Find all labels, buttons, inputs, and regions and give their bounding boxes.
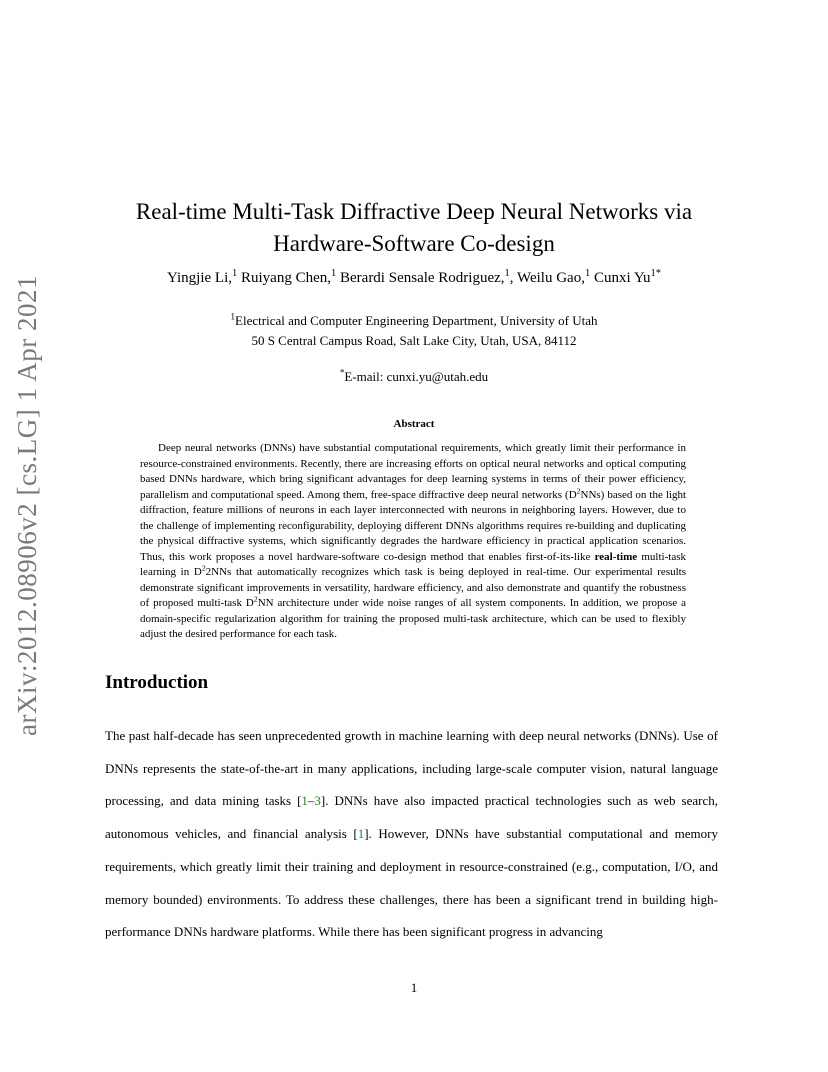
body-text: The past half-decade has seen unprecedented growth in machine learning with deep neural networks (DNNs). Use of DNNs represents the state-of-the-art in many applications, including large-scale computer vision, natural language processing, and data mining tasks [ <box>105 728 718 809</box>
section-heading-introduction: Introduction <box>105 672 209 693</box>
email-text: E-mail: cunxi.yu@utah.edu <box>344 369 489 384</box>
abstract-emphasis: real-time <box>594 550 638 563</box>
citation-link[interactable]: 3 <box>314 793 321 809</box>
citation-link[interactable]: 1 <box>357 826 365 842</box>
author-affiliation-mark: 1 <box>232 268 238 279</box>
author-affiliation-mark: 1 <box>331 268 337 279</box>
affiliation-line-1 <box>100 311 728 331</box>
citation-link[interactable]: 1 <box>301 793 308 809</box>
superscript: 2 <box>253 594 258 604</box>
affiliation <box>100 311 728 351</box>
body-text: – <box>307 793 315 809</box>
abstract-body <box>140 441 686 643</box>
author-affiliation-mark: 1 <box>584 268 591 279</box>
contact-email <box>100 369 728 385</box>
superscript: 2 <box>201 563 206 573</box>
abstract-text: NN architecture under wide noise ranges of all system components. In addition, we propose a domain-specific regularization algorithm for training the proposed multi-task architecture, which can be used to flexibly adjust the desired performance for each task. <box>140 597 686 640</box>
author-name: , Weilu Gao, <box>509 270 585 286</box>
paper-title <box>100 196 728 260</box>
author-name: Yingjie Li, <box>167 270 232 286</box>
affiliation-mark: 1 <box>230 311 236 322</box>
abstract-text: NNs) based on the light diffraction, feature millions of neurons in each layer interconnected with neurons in neighboring layers. However, due to the challenge of implementing reconfigurability, deploying different DNNs algorithms requires re-building and duplicating the physical diffractive systems, which significantly degrades the hardware efficiency in practical application scenarios. Thus, this work proposes a novel hardware-software co-design method that enables first-of-its-like <box>140 488 687 563</box>
abstract-text: multi-task learning in D <box>140 550 686 578</box>
author-affiliation-mark: 1 <box>504 268 510 279</box>
abstract-text: 2NNs that automatically recognizes which task is being deployed in real-time. Our experimental results demonstrate significant improvements in versatility, hardware efficiency, and also demonstrate and quantify the robustness of proposed multi-task D <box>140 566 686 609</box>
superscript: 2 <box>576 485 581 495</box>
abstract-heading: Abstract <box>393 418 435 430</box>
body-text: ]. However, DNNs have substantial computational and memory requirements, which greatly limit their training and deployment in resource-constrained (e.g., computation, I/O, and memory bounded) environments. To address these challenges, there has been a significant trend in building high-performance DNNs hardware platforms. While there has been significant progress in advancing <box>105 826 718 940</box>
email-mark: * <box>339 367 345 378</box>
abstract-text: Deep neural networks (DNNs) have substantial computational requirements, which greatly limit their performance in resource-constrained environments. Recently, there are increasing efforts on optical neural networks and optical computing based DNNs hardware, which bring significant advantages for deep learning systems in terms of their power efficiency, parallelism and computational speed. Among them, free-space diffractive deep neural networks (D <box>140 442 686 501</box>
introduction-body <box>105 720 718 949</box>
author-affiliation-mark: 1* <box>650 268 661 279</box>
affiliation-department: Electrical and Computer Engineering Department, University of Utah <box>235 313 598 328</box>
body-text: ]. DNNs have also impacted practical technologies such as web search, autonomous vehicles, and financial analysis [ <box>105 793 718 842</box>
affiliation-line-2: 50 S Central Campus Road, Salt Lake City, Utah, USA, 84112 <box>251 333 577 348</box>
author-name: Ruiyang Chen, <box>241 270 331 286</box>
title-line-1: Real-time Multi-Task Diffractive Deep Neural Networks via <box>135 199 693 224</box>
author-list <box>100 270 728 287</box>
author-name: Cunxi Yu <box>593 270 651 286</box>
author-name: Berardi Sensale Rodriguez, <box>340 270 505 286</box>
arxiv-identifier: arXiv:2012.08906v2 [cs.LG] 1 Apr 2021 <box>12 275 42 736</box>
title-line-2: Hardware-Software Co-design <box>273 231 555 256</box>
page-number: 1 <box>410 980 418 995</box>
